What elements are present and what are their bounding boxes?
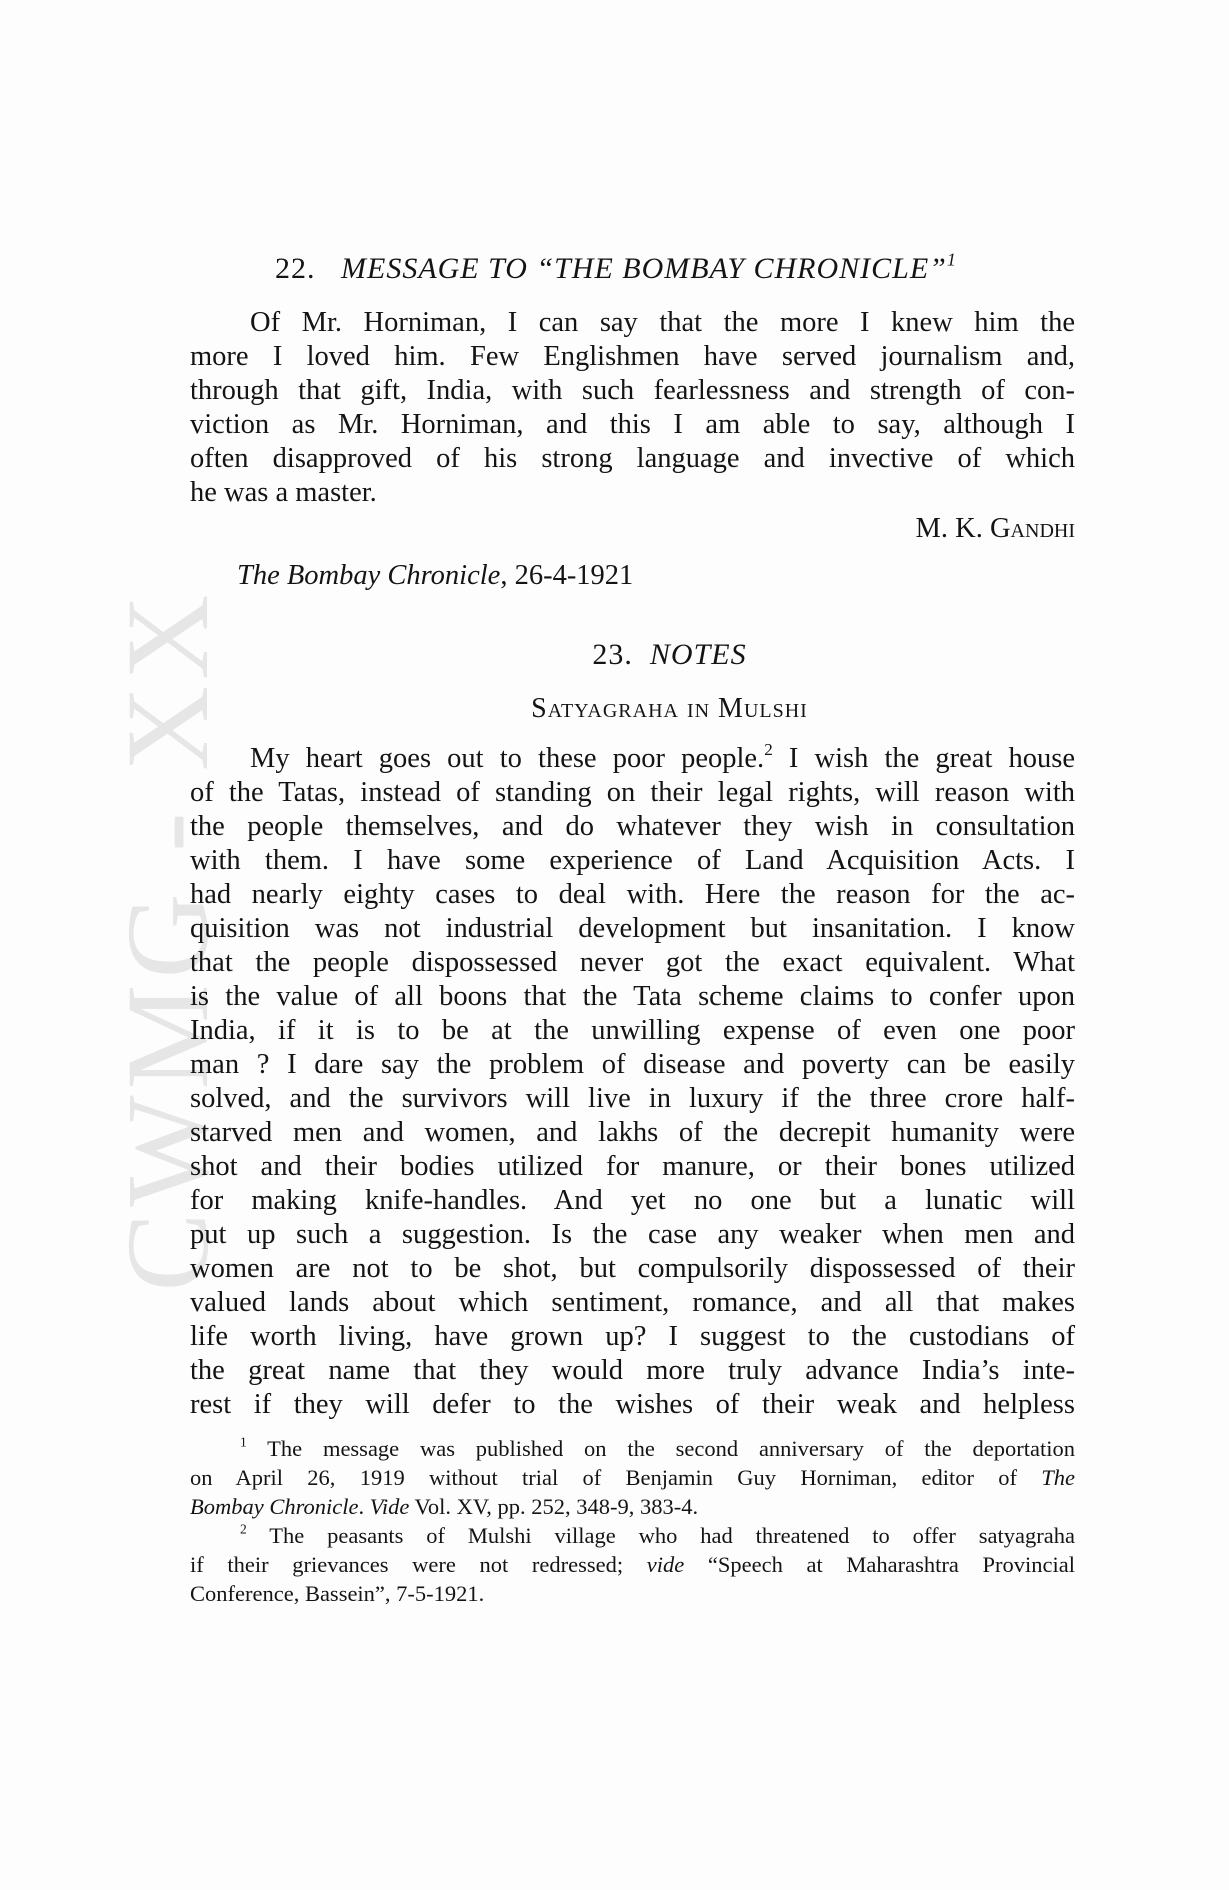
footnote-text: The message was published on the second anniversary of the deportation xyxy=(267,1436,1076,1461)
item-22-number: 22. xyxy=(275,252,316,285)
paragraph-line: valued lands about which sentiment, romance, and all that makes xyxy=(190,1287,1075,1318)
paragraph-line: through that gift, India, with such fearlessness and strength of con- xyxy=(190,375,1075,406)
source-citation xyxy=(237,560,633,592)
paragraph-line: the great name that they would more truly advance India’s inte- xyxy=(190,1355,1075,1386)
source-date: , 26-4-1921 xyxy=(500,560,634,591)
footnote-italic: Bombay Chronicle xyxy=(190,1494,359,1519)
paragraph-line: viction as Mr. Horniman, and this I am able to say, although I xyxy=(190,409,1075,440)
paragraph-line: for making knife-handles. And yet no one but a lunatic will xyxy=(190,1185,1075,1216)
paragraph-line: more I loved him. Few Englishmen have served journalism and, xyxy=(190,341,1075,372)
footnote-marker-1: 1 xyxy=(240,1434,247,1450)
footnotes xyxy=(190,1434,1075,1608)
footnote-1-line xyxy=(190,1492,1075,1521)
paragraph-line: rest if they will defer to the wishes of their weak and helpless xyxy=(190,1389,1075,1420)
paragraph-line: India, if it is to be at the unwilling expense of even one poor xyxy=(190,1015,1075,1046)
footnote-text: on April 26, 1919 without trial of Benjamin Guy Horniman, editor of xyxy=(190,1465,1017,1490)
item-23-subheading: Satyagraha in Mulshi xyxy=(531,693,808,724)
item-22-heading: MESSAGE TO “THE BOMBAY CHRONICLE” xyxy=(341,252,947,285)
paragraph-line: life worth living, have grown up? I suggest to the custodians of xyxy=(190,1321,1075,1352)
cwmg-volume-watermark-icon: CWMG - XX xyxy=(102,588,233,1292)
paragraph-line: had nearly eighty cases to deal with. Here the reason for the ac- xyxy=(190,879,1075,910)
paragraph-line: with them. I have some experience of Land Acquisition Acts. I xyxy=(190,845,1075,876)
footnote-text: “Speech at Maharashtra Provincial xyxy=(684,1552,1075,1577)
paragraph-text: My heart goes out to these poor people. xyxy=(250,743,765,774)
footnote-2-line xyxy=(190,1550,1075,1579)
item-22-title xyxy=(275,249,957,286)
paragraph-line: Of Mr. Horniman, I can say that the more I knew him the xyxy=(250,307,1075,338)
footnote-marker-2: 2 xyxy=(240,1521,247,1537)
item-22-paragraph xyxy=(190,306,1075,510)
paragraph-line: shot and their bodies utilized for manure, or their bones utilized xyxy=(190,1151,1075,1182)
footnote-2-line xyxy=(190,1521,1075,1550)
signature: M. K. Gandhi xyxy=(915,513,1075,544)
footnote-text: Vol. XV, pp. 252, 348-9, 383-4. xyxy=(409,1494,699,1519)
paragraph-line: the people themselves, and do whatever they wish in consultation xyxy=(190,811,1075,842)
item-23-heading: NOTES xyxy=(649,638,747,671)
paragraph-line: women are not to be shot, but compulsorily dispossessed of their xyxy=(190,1253,1075,1284)
paragraph-line xyxy=(190,742,1075,776)
paragraph-line: solved, and the survivors will live in luxury if the three crore half- xyxy=(190,1083,1075,1114)
paragraph-line: man ? I dare say the problem of disease and poverty can be easily xyxy=(190,1049,1075,1080)
source-title: The Bombay Chronicle xyxy=(237,560,501,591)
paragraph-line: he was a master. xyxy=(190,477,377,508)
item-23-number: 23. xyxy=(592,638,633,671)
item-23-paragraph xyxy=(190,742,1075,1422)
paragraph-text: I wish the great house xyxy=(772,743,1075,774)
footnote-text: if their grievances were not redressed; xyxy=(190,1552,647,1577)
paragraph-line: is the value of all boons that the Tata scheme claims to confer upon xyxy=(190,981,1075,1012)
footnote-ref-1[interactable]: 1 xyxy=(946,249,957,270)
paragraph-line: that the people dispossessed never got the exact equivalent. What xyxy=(190,947,1075,978)
paragraph-line: of the Tatas, instead of standing on their legal rights, will reason with xyxy=(190,777,1075,808)
footnote-1-line xyxy=(190,1463,1075,1492)
paragraph-line: put up such a suggestion. Is the case any weaker when men and xyxy=(190,1219,1075,1250)
item-23-title xyxy=(0,638,1229,672)
footnote-italic: vide xyxy=(646,1552,685,1577)
footnote-text: . xyxy=(358,1494,370,1519)
footnote-ref-2[interactable]: 2 xyxy=(764,740,773,760)
footnote-italic: Vide xyxy=(369,1494,410,1519)
footnote-text: The peasants of Mulshi village who had threatened to offer satyagraha xyxy=(269,1523,1075,1548)
paragraph-line: often disapproved of his strong language and invective of which xyxy=(190,443,1075,474)
paragraph-line: quisition was not industrial development but insanitation. I know xyxy=(190,913,1075,944)
footnote-1-line xyxy=(190,1434,1075,1463)
paragraph-line: starved men and women, and lakhs of the decrepit humanity were xyxy=(190,1117,1075,1148)
footnote-2-line: Conference, Bassein”, 7-5-1921. xyxy=(190,1581,485,1606)
footnote-italic: The xyxy=(1041,1465,1076,1490)
